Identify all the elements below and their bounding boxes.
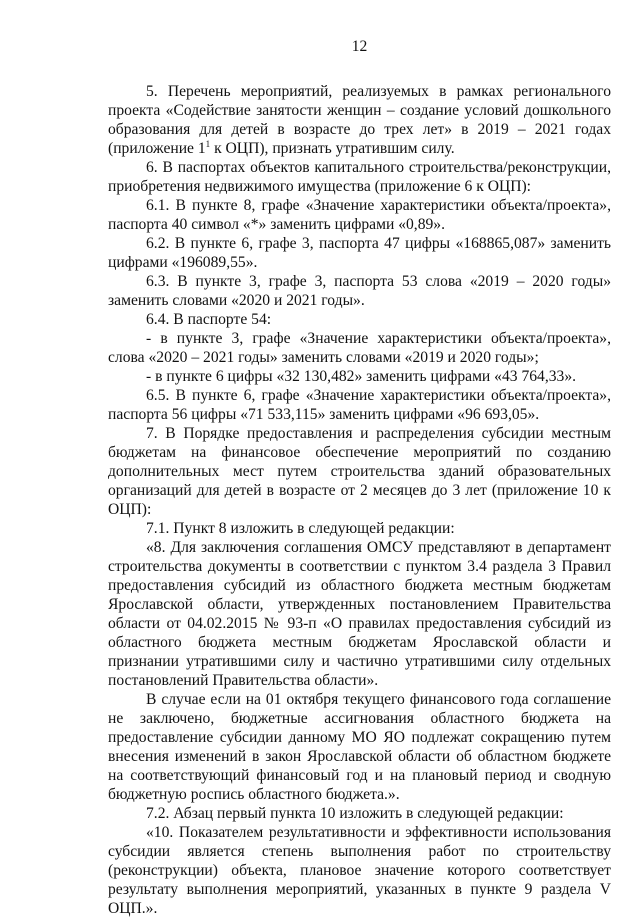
paragraph-6-4-item-2: - в пункте 6 цифры «32 130,482» заменить цифрами «43 764,33».: [146, 368, 577, 385]
page-number: 12: [351, 38, 368, 55]
paragraph-5: [108, 82, 611, 158]
paragraph-6: 6. В паспортах объектов капитального строительства/реконструкции, приобретения недвижимого имущества (приложение 6 к ОЦП):: [108, 159, 611, 195]
paragraph-6-2: 6.2. В пункте 6, графе 3, паспорта 47 цифры «168865,087» заменить цифрами «196089,55».: [108, 235, 611, 271]
paragraph-6-4: 6.4. В паспорте 54:: [146, 311, 272, 328]
document-page: [108, 0, 611, 918]
paragraph-5-text-tail: к ОЦП), признать утратившим силу.: [210, 140, 455, 157]
paragraph-6-4-item-1: - в пункте 3, графе «Значение характеристики объекта/проекта», слова «2020 – 2021 годы» заменить словами «2019 и 2020 годы»;: [108, 330, 611, 366]
paragraph-5-text: 5. Перечень мероприятий, реализуемых в рамках регионального проекта «Содействие занятости женщин – создание условий дошкольного образования для детей в возрасте до трех лет» в 2019 – 2021 годах (приложение 1: [108, 83, 611, 157]
paragraph-7-1: 7.1. Пункт 8 изложить в следующей редакции:: [146, 520, 455, 537]
paragraph-6-5: 6.5. В пункте 6, графе «Значение характеристики объекта/проекта», паспорта 56 цифры «71 533,115» заменить цифрами «96 693,05».: [108, 387, 611, 423]
paragraph-quote-8-continued: В случае если на 01 октября текущего финансового года соглашение не заключено, бюджетные ассигнования областного бюджета на предоставление субсидии данному МО ЯО подлежат сокращению путем внесения изменений в закон Ярославской области об областном бюджете на соответствующий финансовый год и на плановый период и сводную бюджетную роспись областного бюджета.».: [108, 691, 611, 803]
paragraph-quote-10: «10. Показателем результативности и эффективности использования субсидии является степень выполнения работ по строительству (реконструкции) объекта, плановое значение которого соответствует результату выполнения мероприятий, указанных в пункте 9 раздела V ОЦП.».: [108, 824, 611, 917]
paragraph-7: 7. В Порядке предоставления и распределения субсидии местным бюджетам на финансовое обеспечение мероприятий по созданию дополнительных мест путем строительства зданий образовательных организаций для детей в возрасте от 2 месяцев до 3 лет (приложение 10 к ОЦП):: [108, 425, 611, 518]
paragraph-quote-8: «8. Для заключения соглашения ОМСУ представляют в департамент строительства документы в соответствии с пунктом 3.4 раздела 3 Правил предоставления субсидий из областного бюджета местным бюджетам Ярославской области, утвержденных постановлением Правительства области от 04.02.2015 № 93-п «О правилах предоставления субсидий из областного бюджета местным бюджетам Ярославской области и признании утратившими силу и частично утратившими силу отдельных постановлений Правительства области».: [108, 539, 611, 689]
paragraph-6-1: 6.1. В пункте 8, графе «Значение характеристики объекта/проекта», паспорта 40 символ «*» заменить цифрами «0,89».: [108, 197, 611, 233]
paragraph-7-2: 7.2. Абзац первый пункта 10 изложить в следующей редакции:: [146, 805, 564, 822]
paragraph-6-3: 6.3. В пункте 3, графе 3, паспорта 53 слова «2019 – 2020 годы» заменить словами «2020 и 2021 годы».: [108, 273, 611, 309]
superscript: 1: [205, 139, 211, 149]
